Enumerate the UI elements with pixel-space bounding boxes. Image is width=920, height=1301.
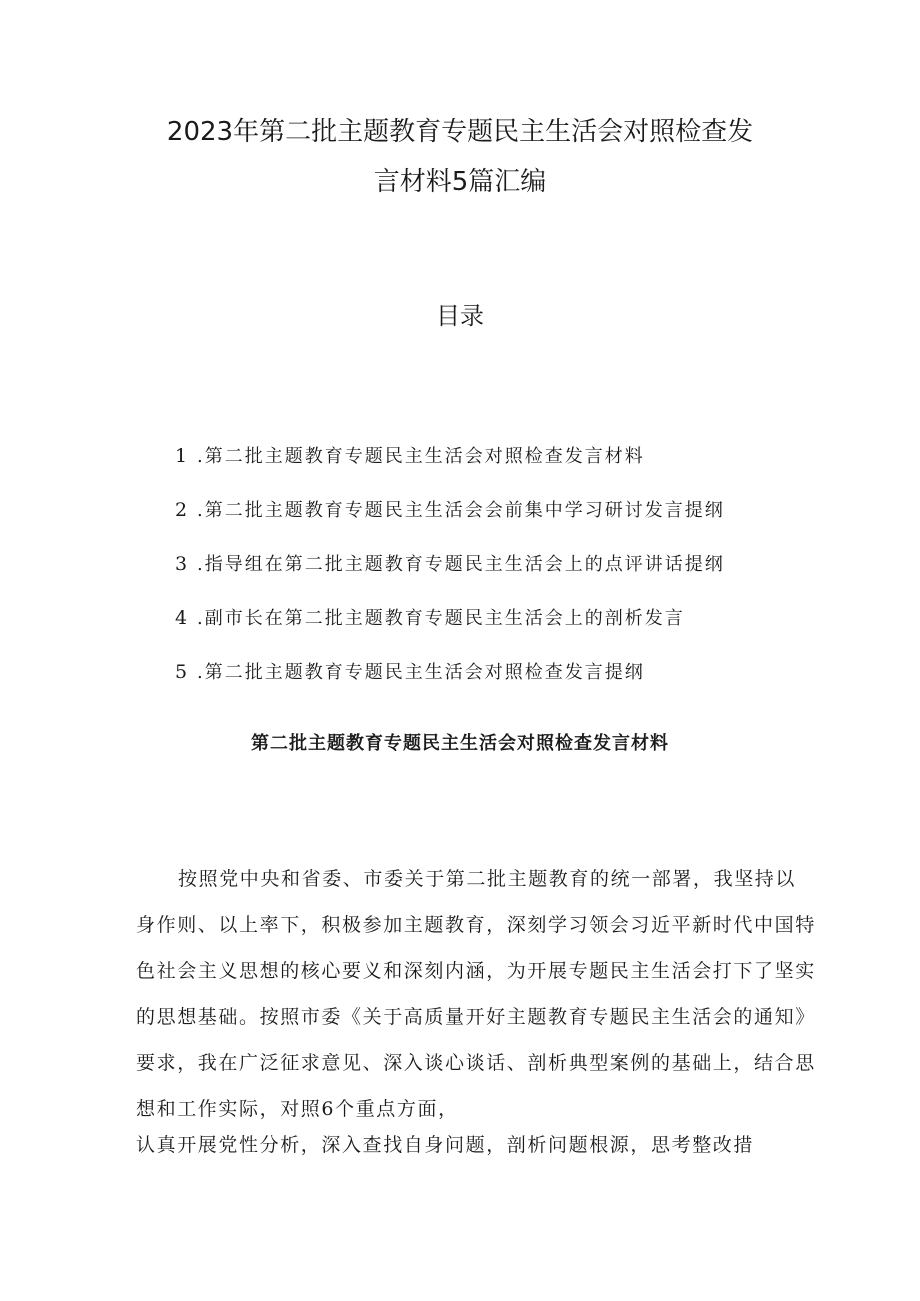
body-line: 的思想基础。按照市委《关于高质量开好主题教育专题民主生活会的通知》	[136, 1006, 816, 1028]
body-line: 按照党中央和省委、市委关于第二批主题教育的统一部署，我坚持以	[178, 868, 797, 890]
toc-item[interactable]	[175, 652, 725, 706]
toc-item-label: .指导组在第二批主题教育专题民主生活会上的点评讲话提纲	[197, 554, 725, 575]
toc-item-number: 5	[175, 661, 190, 683]
toc-item-label: .第二批主题教育专题民主生活会会前集中学习研讨发言提纲	[197, 500, 725, 521]
toc-item[interactable]	[175, 544, 725, 598]
toc-item-number: 4	[175, 607, 190, 629]
body-line: 色社会主义思想的核心要义和深刻内涵，为开展专题民主生活会打下了坚实	[136, 960, 816, 982]
body-line: 认真开展党性分析，深入查找自身问题，剖析问题根源，思考整改措	[136, 1134, 755, 1156]
table-of-contents	[175, 436, 725, 706]
document-title-line-1: 2023年第二批主题教育专题民主生活会对照检查发	[166, 117, 754, 147]
body-paragraph	[136, 856, 816, 1168]
body-line: 想和工作实际，对照6个重点方面，	[136, 1098, 459, 1120]
document-title-line-2: 言材料5篇汇编	[373, 167, 547, 197]
toc-item-number: 3	[175, 553, 190, 575]
toc-heading: 目录	[436, 302, 484, 330]
toc-item-number: 1	[175, 445, 190, 467]
toc-item[interactable]	[175, 598, 725, 652]
toc-item-label: .第二批主题教育专题民主生活会对照检查发言材料	[197, 446, 645, 467]
body-line: 身作则、以上率下，积极参加主题教育，深刻学习领会习近平新时代中国特	[136, 914, 816, 936]
toc-item[interactable]	[175, 490, 725, 544]
toc-item-label: .第二批主题教育专题民主生活会对照检查发言提纲	[197, 662, 645, 683]
section-title: 第二批主题教育专题民主生活会对照检查发言材料	[251, 733, 669, 754]
toc-item-label: .副市长在第二批主题教育专题民主生活会上的剖析发言	[197, 608, 685, 629]
toc-item[interactable]	[175, 436, 725, 490]
body-line: 要求，我在广泛征求意见、深入谈心谈话、剖析典型案例的基础上，结合思	[136, 1052, 816, 1074]
toc-item-number: 2	[175, 499, 190, 521]
